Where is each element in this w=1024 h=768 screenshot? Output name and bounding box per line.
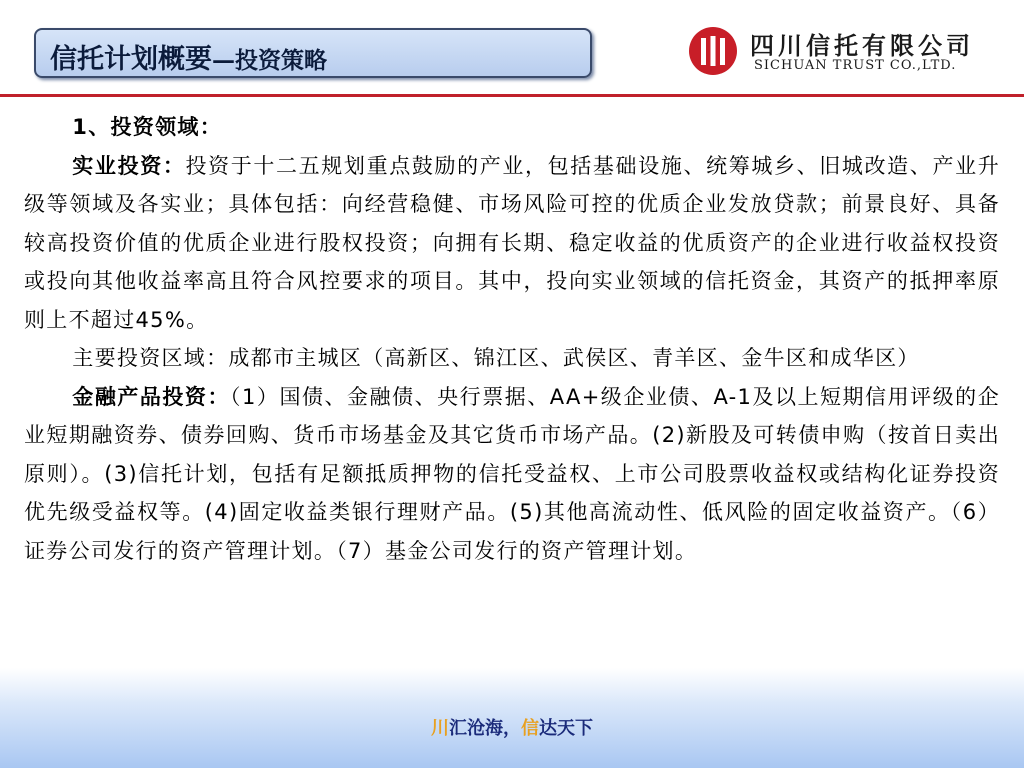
paragraph-investment-region: 主要投资区域：成都市主城区（高新区、锦江区、武侯区、青羊区、金牛区和成华区） [72, 346, 920, 370]
industrial-investment-text: 投资于十二五规划重点鼓励的产业，包括基础设施、统筹城乡、旧城改造、产业升级等领域及各实业；具体包括：向经营稳健、市场风险可控的优质企业发放贷款；前景良好、具备较高投资价值的优质企业进行股权投资；向拥有长期、稳定收益的优质资产的企业进行收益权投资或投向其他收益率高且符合风控要求的项目。其中，投向实业领域的信托资金，其资产的抵押率原则上不超过45%。 [24, 153, 1001, 332]
logo-english-name: SICHUAN TRUST CO.,LTD. [754, 58, 957, 73]
slogan-part-1: 汇沧海， [449, 718, 521, 739]
page-title [50, 37, 327, 76]
paragraph-financial-products [24, 378, 1000, 571]
sichuan-trust-logo-icon [688, 26, 738, 76]
industrial-investment-label: 实业投资： [72, 153, 186, 178]
slogan-char-chuan: 川 [431, 718, 449, 739]
slogan-char-xin: 信 [521, 718, 539, 739]
slogan-part-2: 达天下 [539, 718, 593, 739]
section-heading: 1、投资领域： [72, 115, 223, 139]
paragraph-industrial-investment [24, 147, 1000, 340]
financial-products-text: （1）国债、金融债、央行票据、AA+级企业债、A-1及以上短期信用评级的企业短期融资券、债券回购、货币市场基金及其它货币市场产品。(2)新股及可转债申购（按首日卖出原则）。(3)信托计划，包括有足额抵质押物的信托受益权、上市公司股票收益权或结构化证券投资优先级受益权等。(4)固定收益类银行理财产品。(5)其他高流动性、低风险的固定收益资产。（6）证券公司发行的资产管理计划。（7）基金公司发行的资产管理计划。 [24, 384, 1000, 563]
footer-slogan [0, 714, 1024, 740]
company-logo [688, 24, 1008, 80]
financial-products-label: 金融产品投资： [72, 384, 230, 409]
header-divider [0, 94, 1024, 97]
title-banner [34, 28, 592, 78]
logo-chinese-name: 四川信托有限公司 [750, 32, 974, 60]
content-body [24, 108, 1000, 570]
page-title-main: 信托计划概要 [50, 44, 212, 75]
page-title-sub: —投资策略 [212, 47, 327, 74]
